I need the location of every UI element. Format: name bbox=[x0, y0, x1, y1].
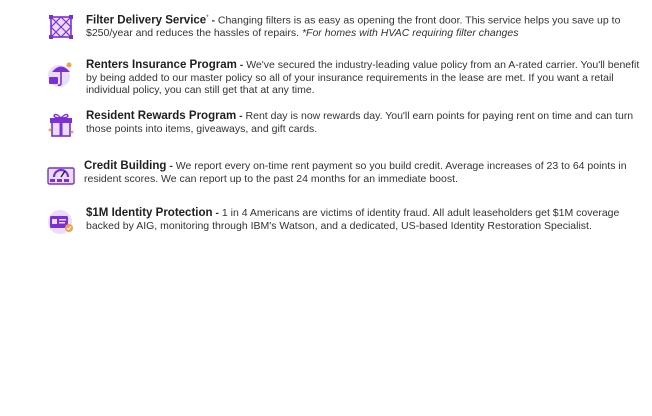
separator: - bbox=[236, 59, 247, 71]
credit-gauge-icon bbox=[46, 160, 76, 190]
benefit-text bbox=[86, 207, 646, 232]
benefit-description: We've secured the industry-leading value policy from an A-rated carrier. You'll benefit by being added to our master policy so all of your insurance requirements in the lease are met. If you want a retail individual policy, you can still get that at any time. bbox=[86, 59, 640, 96]
footnote-marker: * bbox=[206, 15, 209, 21]
benefit-description: 1 in 4 Americans are victims of identity fraud. All adult leaseholders get $1M coverage backed by AIG, monitoring through IBM's Watson, and a dedicated, US-based Identity Restoration Specialist. bbox=[86, 207, 620, 232]
benefit-description: We report every on-time rent payment so you build credit. Average increases of 23 to 64 points in resident scores. We can report up to the past 24 months for an immediate boost. bbox=[84, 160, 627, 185]
filter-grid-icon bbox=[46, 12, 76, 42]
benefit-text bbox=[86, 12, 646, 40]
benefit-text bbox=[86, 110, 646, 135]
separator: - bbox=[208, 14, 218, 27]
umbrella-icon bbox=[46, 59, 76, 89]
benefit-text bbox=[84, 160, 646, 185]
benefit-text bbox=[86, 59, 646, 97]
separator: - bbox=[166, 160, 176, 172]
benefit-title: Resident Rewards Program bbox=[86, 110, 237, 122]
benefit-title: Credit Building bbox=[84, 160, 167, 172]
benefit-title: Filter Delivery Service bbox=[86, 14, 207, 27]
id-card-shield-icon bbox=[46, 207, 76, 237]
benefit-title: Renters Insurance Program bbox=[86, 59, 237, 71]
benefit-title: $1M Identity Protection bbox=[86, 207, 213, 219]
separator: - bbox=[236, 110, 246, 122]
benefit-footnote: *For homes with HVAC requiring filter changes bbox=[301, 27, 519, 39]
benefit-description: Changing filters is as easy as opening the front door. This service helps you save up to $250/year and reduces the hassles of repairs. bbox=[86, 14, 621, 39]
benefit-description: Rent day is now rewards day. You'll earn points for paying rent on time and can turn those points into items, giveaways, and gift cards. bbox=[86, 110, 634, 135]
gift-icon bbox=[46, 110, 76, 140]
separator: - bbox=[212, 207, 222, 219]
